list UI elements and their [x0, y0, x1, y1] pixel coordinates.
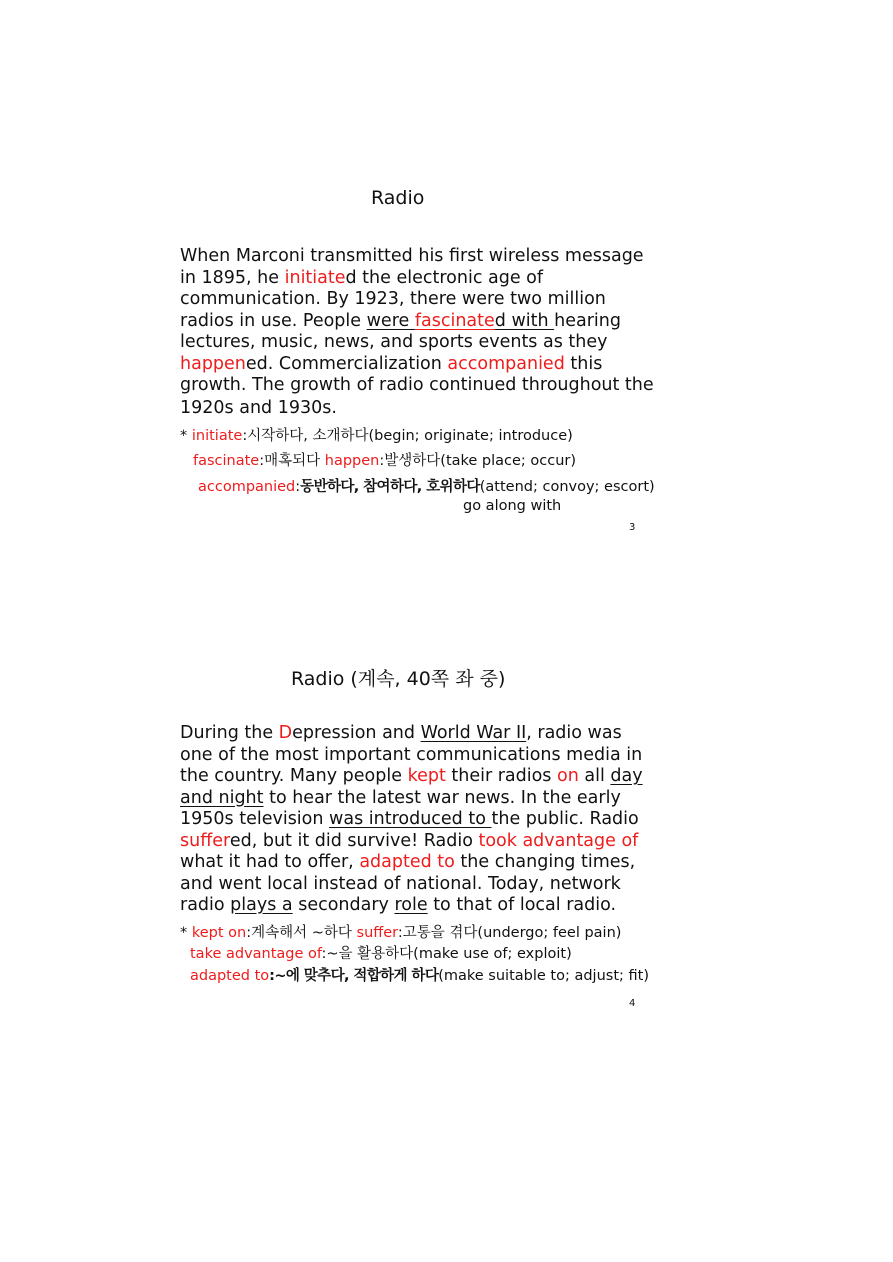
text-run: * [180, 925, 192, 941]
slide2-line-5 [180, 809, 639, 831]
text-run: suffer [356, 925, 398, 941]
text-run: secondary [292, 895, 395, 915]
text-run: accompanied [198, 479, 296, 495]
slide1-line-7 [180, 375, 654, 397]
text-run: take advantage of [190, 946, 322, 962]
slide1-line-2 [180, 268, 543, 290]
text-run: (make suitable to; adjust; fit) [438, 968, 649, 984]
text-run: go along with [463, 498, 562, 514]
text-run: ed. Commercialization [245, 353, 448, 374]
text-run: what it had to offer, [180, 852, 360, 872]
text-run: :고통을 겪다(undergo; feel pain) [397, 925, 622, 941]
text-run: happen [180, 353, 246, 374]
text-run: :계속해서 ~하다 [246, 925, 357, 941]
slide2-line-8 [180, 874, 621, 896]
slide2-line-1 [180, 723, 622, 745]
text-run: :매혹되다 [259, 453, 325, 469]
text-run: initiate [284, 267, 346, 288]
text-run: plays a [230, 895, 293, 915]
text-run: :~에 맞추다, 적합하게 하다 [269, 968, 439, 984]
text-run: adapted to [190, 968, 270, 984]
text-run: fascinate [193, 453, 260, 469]
text-run: role [394, 895, 428, 915]
text-run: , radio was [526, 723, 622, 743]
text-run: was introduced to [329, 809, 492, 829]
text-run: During the [180, 723, 279, 743]
text-run: kept on [191, 925, 247, 941]
text-run: d the electronic age of [345, 267, 544, 288]
slide1-line-6 [180, 354, 602, 376]
text-run: to that of local radio. [427, 895, 617, 915]
text-run: :발생하다(take place; occur) [379, 453, 577, 469]
slide2-vocab-note-1 [180, 921, 621, 942]
text-run: their radios [445, 766, 557, 786]
text-run: 1950s television [180, 809, 330, 829]
slide1-vocab-note-1 [180, 424, 573, 445]
text-run: radio [180, 895, 231, 915]
slide1-vocab-note-4 [463, 498, 561, 514]
slide1-line-8 [180, 398, 337, 420]
text-run: and night [180, 787, 264, 808]
slide2-page-number: 4 [629, 998, 636, 1009]
text-run: all [578, 766, 611, 786]
slide1-line-1 [180, 246, 644, 268]
slide1-vocab-note-2 [193, 449, 576, 470]
text-run: suffer [180, 830, 230, 851]
slide2-line-9 [180, 895, 616, 917]
slide1-line-4 [180, 311, 621, 333]
slide1-line-3 [180, 289, 606, 311]
text-run: day [610, 766, 643, 786]
text-run: adapted to [359, 852, 455, 872]
text-run: radios in use. People [180, 310, 367, 331]
text-run: epression and [292, 723, 421, 743]
slide1-vocab-note-3 [198, 475, 655, 496]
text-run: initiate [191, 428, 243, 444]
text-run: lectures, music, news, and sports events as they [180, 332, 608, 352]
text-run: this [564, 353, 603, 374]
slide2-line-7 [180, 852, 635, 874]
text-run: the country. Many people [180, 766, 408, 786]
text-run: were [366, 310, 415, 331]
text-run: 동반하다, 참여하다, 호위하다 [300, 479, 480, 495]
text-run: D [278, 723, 293, 743]
text-run: on [557, 766, 579, 786]
slide2-line-2 [180, 745, 642, 767]
text-run: the changing times, [454, 852, 636, 872]
slide1-line-5 [180, 332, 607, 354]
text-run: World War II [420, 723, 527, 743]
text-run: the public. Radio [491, 809, 639, 829]
text-run: * [180, 428, 192, 444]
text-run: (attend; convoy; escort) [479, 479, 655, 495]
text-run: : [295, 479, 301, 495]
text-run: took advantage of [478, 830, 639, 851]
text-run: and went local instead of national. Today, network [180, 873, 621, 894]
text-run: fascinate [414, 310, 495, 331]
text-run: When Marconi transmitted his first wireless message [180, 246, 644, 266]
text-run: to hear the latest war news. In the early [263, 787, 621, 808]
slide2-vocab-note-2 [190, 942, 572, 963]
text-run: :시작하다, 소개하다(begin; originate; introduce) [242, 428, 573, 444]
slide2-line-6 [180, 831, 638, 853]
text-run: ed, but it did survive! Radio [229, 830, 479, 851]
text-run: hearing [554, 310, 621, 331]
text-run: kept [407, 766, 446, 786]
text-run: :~을 활용하다(make use of; exploit) [321, 946, 572, 962]
slide2-title: Radio (계속, 40쪽 좌 중) [291, 668, 506, 690]
slide2-vocab-note-3 [190, 964, 649, 985]
slide2-line-3 [180, 766, 643, 788]
text-run: one of the most important communications media in [180, 744, 643, 765]
text-run: growth. The growth of radio continued throughout the [180, 375, 654, 395]
text-run: in 1895, he [180, 267, 285, 288]
slide2-line-4 [180, 788, 621, 810]
text-run: happen [324, 453, 380, 469]
text-run: accompanied [447, 353, 565, 374]
text-run: d with [494, 310, 555, 331]
slide1-page-number: 3 [629, 522, 636, 533]
text-run: 1920s and 1930s. [180, 398, 337, 418]
slide1-title: Radio [371, 187, 425, 209]
text-run: communication. By 1923, there were two million [180, 289, 606, 309]
